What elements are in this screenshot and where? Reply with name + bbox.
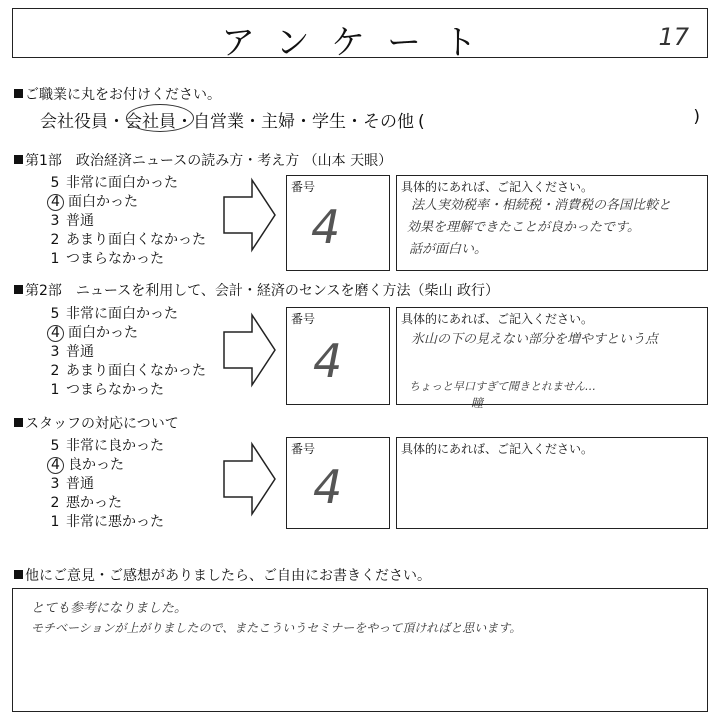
rating-option[interactable] — [44, 381, 206, 400]
rating-number: 3 — [50, 476, 60, 492]
rating-option[interactable] — [44, 456, 164, 475]
rating-number: 5 — [50, 306, 60, 322]
rating-label: 良かった — [68, 457, 124, 473]
section3-comment-box[interactable]: 具体的にあれば、ご記入ください。 — [396, 437, 708, 529]
section3-rating-list — [44, 437, 164, 532]
right-arrow-icon — [222, 312, 278, 388]
occupation-heading: ご職業に丸をお付けください。 — [14, 84, 221, 104]
comment-line: 瞳 — [471, 396, 484, 410]
occupation-option[interactable]: 自営業 — [193, 112, 244, 132]
rating-option[interactable] — [44, 475, 164, 494]
comment-line: 氷山の下の見えない部分を増やすという点 — [411, 332, 659, 347]
rating-option[interactable] — [44, 513, 164, 532]
occupation-option[interactable]: 会社役員 — [40, 112, 108, 132]
section2-comment-box[interactable]: 具体的にあれば、ご記入ください。 氷山の下の見えない部分を増やすという点 ちょっと早口すぎて聞きとれません… 瞳 — [396, 307, 708, 405]
section1-number-box[interactable]: 番号 4 — [286, 175, 390, 271]
rating-number: 2 — [50, 232, 60, 248]
comment-line: 効果を理解できたことが良かったです。 — [407, 220, 640, 235]
comment-line: とても参考になりました。 — [31, 601, 188, 616]
square-bullet-icon — [14, 155, 23, 164]
right-arrow-icon — [222, 177, 278, 253]
free-comment-box[interactable] — [12, 588, 708, 712]
section2-number-value: 4 — [313, 334, 343, 388]
rating-number: 3 — [50, 213, 60, 229]
selected-rating-number: 4 — [47, 325, 64, 342]
rating-label: 非常に悪かった — [66, 514, 164, 530]
rating-number: 1 — [50, 251, 60, 267]
rating-label: 普通 — [66, 213, 94, 229]
rating-label: あまり面白くなかった — [66, 232, 206, 248]
rating-label: 非常に良かった — [66, 438, 164, 454]
rating-label: 非常に面白かった — [66, 175, 178, 191]
rating-option[interactable] — [44, 250, 206, 269]
rating-number: 2 — [50, 495, 60, 511]
rating-label: あまり面白くなかった — [66, 363, 206, 379]
rating-label: つまらなかった — [66, 251, 164, 267]
rating-number: 1 — [50, 514, 60, 530]
square-bullet-icon — [14, 285, 23, 294]
occupation-option[interactable]: その他 — [363, 112, 414, 132]
selected-rating-number: 4 — [47, 457, 64, 474]
section2-rating-list — [44, 305, 206, 400]
comment-line: モチベーションが上がりましたので、またこういうセミナーをやって頂ければと思います。 — [31, 621, 522, 635]
other-close-paren: ) — [693, 107, 700, 127]
rating-option[interactable] — [44, 437, 164, 456]
section3-number-value: 4 — [313, 460, 343, 514]
page-number: 17 — [658, 23, 689, 51]
section3-number-box[interactable]: 番号 4 — [286, 437, 390, 529]
rating-label: 普通 — [66, 344, 94, 360]
square-bullet-icon — [14, 418, 23, 427]
selected-rating-number: 4 — [47, 194, 64, 211]
rating-option[interactable] — [44, 193, 206, 212]
rating-label: 悪かった — [66, 495, 122, 511]
separator: ・ — [108, 112, 125, 132]
right-arrow-icon — [222, 441, 278, 517]
square-bullet-icon — [14, 89, 23, 98]
rating-option[interactable] — [44, 174, 206, 193]
rating-number: 5 — [50, 438, 60, 454]
rating-option[interactable] — [44, 305, 206, 324]
rating-label: 普通 — [66, 476, 94, 492]
square-bullet-icon — [14, 570, 23, 579]
rating-label: 非常に面白かった — [66, 306, 178, 322]
comment-line: 話が面白い。 — [409, 242, 488, 257]
rating-option[interactable] — [44, 324, 206, 343]
rating-option[interactable] — [44, 212, 206, 231]
comment-line: 法人実効税率・相続税・消費税の各国比較と — [411, 198, 672, 213]
separator: ・ — [346, 112, 363, 132]
rating-number: 3 — [50, 344, 60, 360]
rating-option[interactable] — [44, 494, 164, 513]
separator: ・ — [244, 112, 261, 132]
occupation-option[interactable]: 主婦 — [261, 112, 295, 132]
comment-line: ちょっと早口すぎて聞きとれません… — [409, 380, 596, 393]
other-open-paren: ( — [418, 112, 425, 132]
separator: ・ — [176, 112, 193, 132]
rating-option[interactable] — [44, 231, 206, 250]
section2-heading: 第2部 ニュースを利用して、会計・経済のセンスを磨く方法（柴山 政行） — [14, 280, 499, 300]
rating-label: 面白かった — [68, 325, 138, 341]
rating-label: 面白かった — [68, 194, 138, 210]
rating-number: 1 — [50, 382, 60, 398]
rating-number: 2 — [50, 363, 60, 379]
section2-number-box[interactable]: 番号 4 — [286, 307, 390, 405]
section1-comment-box[interactable]: 具体的にあれば、ご記入ください。 法人実効税率・相続税・消費税の各国比較と 効果を理解できたことが良かったです。 話が面白い。 — [396, 175, 708, 271]
survey-title: アンケート — [221, 23, 499, 63]
selected-occupation-circle — [126, 104, 194, 132]
free-comment-heading: 他にご意見・ご感想がありましたら、ご自由にお書きください。 — [14, 565, 431, 585]
occupation-option[interactable]: 会社員 — [125, 112, 176, 132]
separator: ・ — [295, 112, 312, 132]
section1-rating-list — [44, 174, 206, 269]
section3-heading: スタッフの対応について — [14, 413, 179, 433]
occupation-option[interactable]: 学生 — [312, 112, 346, 132]
rating-option[interactable] — [44, 343, 206, 362]
section1-number-value: 4 — [311, 200, 341, 254]
rating-number: 5 — [50, 175, 60, 191]
rating-option[interactable] — [44, 362, 206, 381]
rating-label: つまらなかった — [66, 382, 164, 398]
section1-heading: 第1部 政治経済ニュースの読み方・考え方 （山本 天眼） — [14, 150, 392, 170]
title-box — [12, 8, 708, 63]
